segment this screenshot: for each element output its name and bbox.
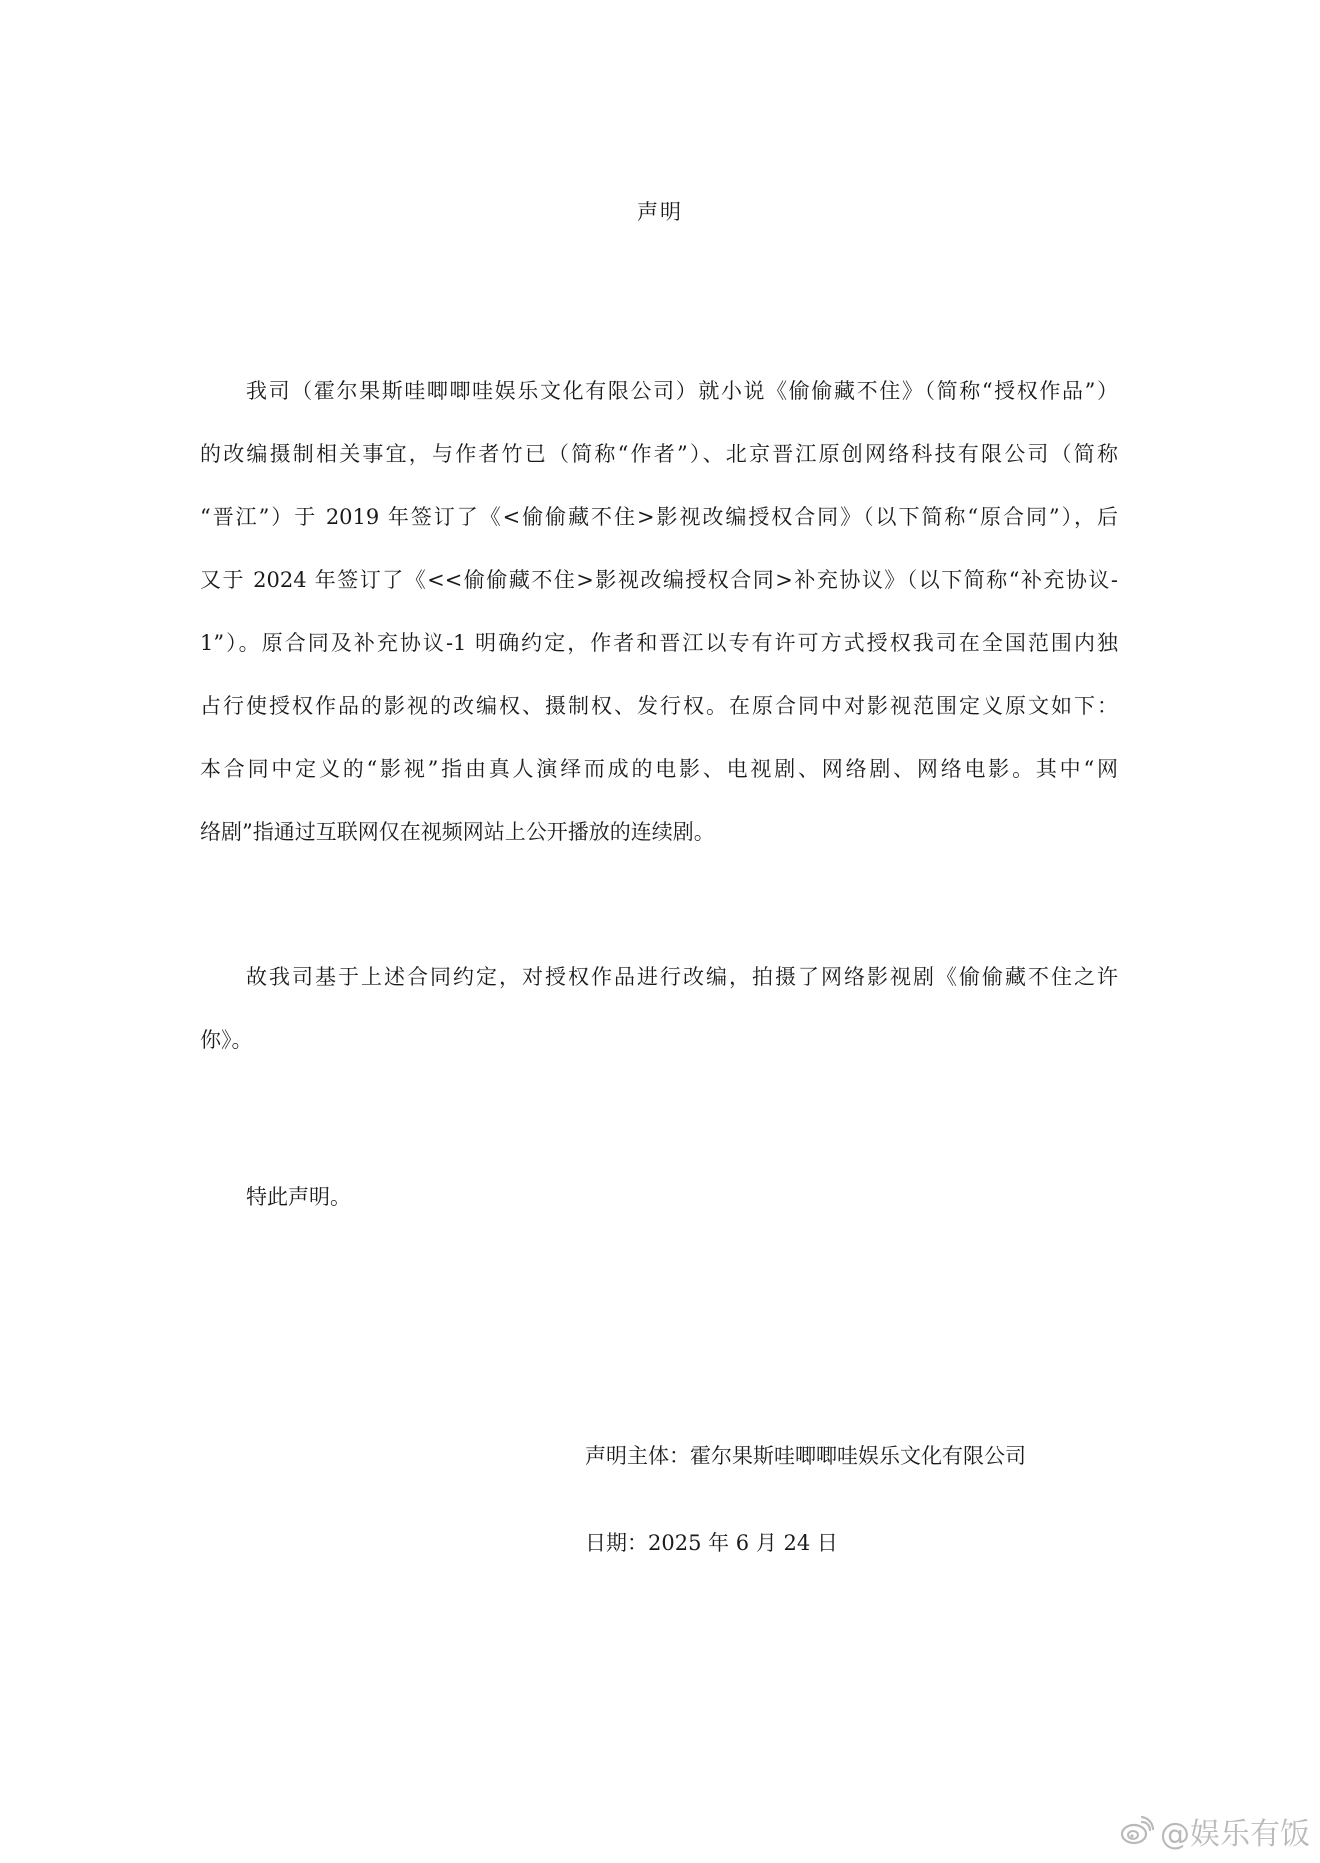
paragraph-line: 占行使授权作品的影视的改编权、摄制权、发行权。在原合同中对影视范围定义原文如下： — [200, 694, 1118, 718]
closing-line: 特此声明。 — [246, 1185, 351, 1209]
date-line: 日期：2025 年 6 月 24 日 — [585, 1531, 838, 1555]
paragraph-line: 1”）。原合同及补充协议-1 明确约定，作者和晋江以专有许可方式授权我司在全国范围内独 — [200, 631, 1118, 655]
document-title: 声明 — [637, 200, 683, 224]
paragraph-line: 又于 2024 年签订了《<<偷偷藏不住>影视改编授权合同>补充协议》（以下简称“补充协议- — [200, 568, 1118, 592]
watermark-text: @娱乐有饭 — [1160, 1817, 1310, 1852]
paragraph-line: 故我司基于上述合同约定，对授权作品进行改编，拍摄了网络影视剧《偷偷藏不住之许 — [246, 965, 1118, 989]
paragraph-line: 我司（霍尔果斯哇唧唧哇娱乐文化有限公司）就小说《偷偷藏不住》（简称“授权作品”） — [246, 379, 1118, 403]
weibo-icon — [1120, 1816, 1154, 1846]
paragraph-line: 络剧”指通过互联网仅在视频网站上公开播放的连续剧。 — [200, 820, 715, 844]
closing-statement — [200, 1166, 1118, 1229]
paragraph-line: 的改编摄制相关事宜，与作者竹已（简称“作者”）、北京晋江原创网络科技有限公司（简称 — [200, 442, 1118, 466]
paragraph-authorization — [200, 360, 1118, 864]
watermark — [1120, 1809, 1310, 1853]
paragraph-line: “晋江”）于 2019 年签订了《<偷偷藏不住>影视改编授权合同》（以下简称“原合同”），后 — [200, 505, 1118, 529]
paragraph-adaptation — [200, 946, 1118, 1072]
paragraph-line: 你》。 — [200, 1028, 253, 1052]
paragraph-line: 本合同中定义的“影视”指由真人演绎而成的电影、电视剧、网络剧、网络电影。其中“网 — [200, 757, 1118, 781]
signer-line: 声明主体：霍尔果斯哇唧唧哇娱乐文化有限公司 — [585, 1444, 1026, 1468]
